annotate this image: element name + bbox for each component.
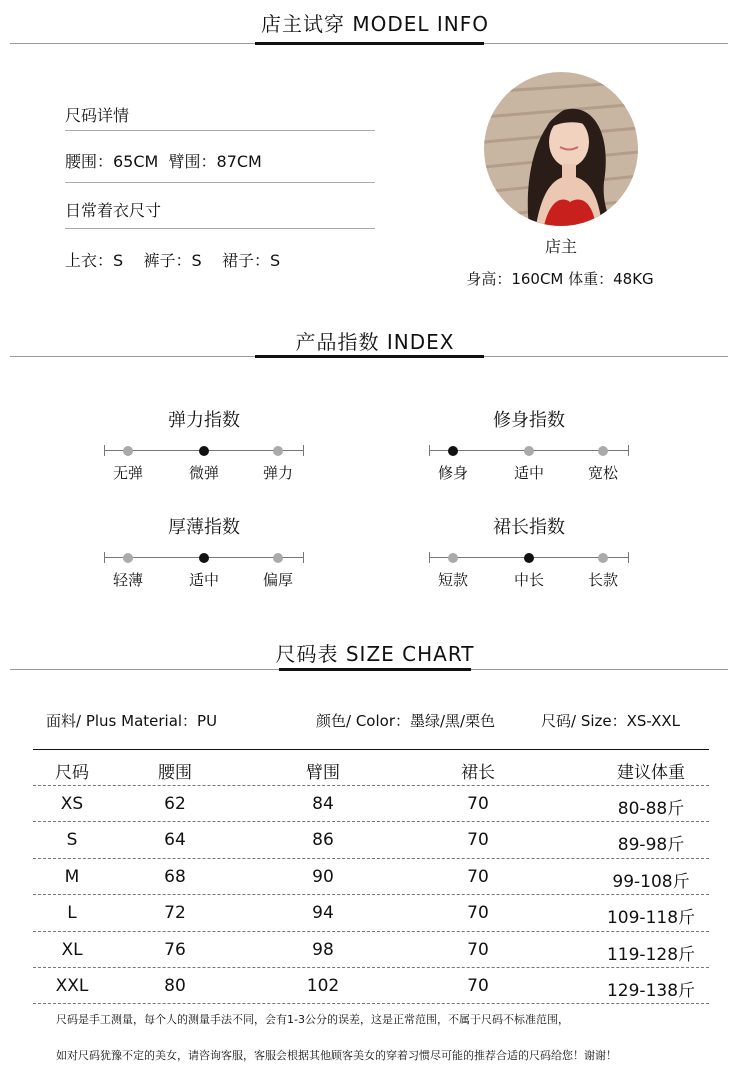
table-cell: 99-108斤	[612, 871, 690, 892]
table-row-divider	[33, 931, 709, 932]
table-cell: 64	[164, 830, 186, 851]
index-scale-label: 偏厚	[262, 571, 293, 589]
index-scale-dot	[524, 446, 534, 456]
index-scale-label: 轻薄	[112, 571, 143, 589]
table-row-divider	[33, 1003, 709, 1004]
table-cell: 129-138斤	[606, 981, 696, 1001]
table-row-divider	[33, 894, 709, 895]
index-scale-tick	[303, 552, 304, 563]
index-scale-title: 弹力指数	[168, 410, 240, 431]
advice-note: 如对尺码犹豫不定的美女，请咨询客服，客服会根据其他顾客美女的穿着习惯尽可能的推荐合适的尺码给您！谢谢！	[56, 1049, 617, 1062]
table-cell: 70	[467, 939, 489, 960]
table-cell: 70	[467, 830, 489, 851]
divider	[65, 228, 375, 229]
table-row-divider	[33, 821, 709, 822]
table-cell: 72	[164, 903, 186, 924]
index-scale	[104, 513, 304, 603]
table-row-divider	[33, 858, 709, 859]
table-cell: L	[67, 903, 77, 924]
index-scale-tick	[429, 445, 430, 456]
index-scale-title: 厚薄指数	[168, 517, 240, 538]
index-scale-label: 短款	[437, 571, 468, 589]
size-chart-bar	[279, 668, 471, 671]
divider	[65, 182, 375, 183]
index-scale-label: 无弹	[112, 464, 143, 482]
daily-size-label: 日常着衣尺寸	[65, 201, 162, 220]
table-row-divider	[33, 785, 709, 786]
table-cell: XS	[60, 794, 84, 814]
index-scale-dot	[273, 553, 283, 563]
color-text: 颜色/ Color：墨绿/黑/栗色	[316, 712, 496, 730]
owner-avatar	[484, 72, 638, 226]
table-cell: M	[64, 866, 80, 887]
size-chart-header	[0, 636, 750, 672]
index-scale-title: 裙长指数	[493, 517, 565, 538]
index-scale-dot	[448, 553, 458, 563]
table-cell: 76	[164, 939, 186, 960]
index-scale-tick	[104, 552, 105, 563]
table-cell: 102	[306, 976, 340, 996]
table-cell: S	[66, 830, 78, 851]
table-header-cell: 建议体重	[617, 763, 685, 783]
table-cell: 80	[164, 976, 186, 996]
index-scale-dot	[598, 446, 608, 456]
table-cell: 68	[164, 866, 186, 887]
index-bar	[255, 355, 484, 358]
table-cell: 70	[467, 866, 489, 887]
index-scale-dot	[273, 446, 283, 456]
index-scale-dot-selected	[448, 446, 458, 456]
index-scale	[104, 406, 304, 496]
daily-sizes-text: 上衣：S 裤子：S 裙子：S	[65, 251, 281, 270]
table-cell: 94	[312, 903, 334, 924]
table-top-rule	[33, 749, 709, 750]
index-scale	[429, 406, 629, 496]
index-scale-dot	[123, 446, 133, 456]
index-scale-dot-selected	[524, 553, 534, 563]
index-scale-tick	[429, 552, 430, 563]
index-scale-label: 适中	[188, 571, 219, 589]
size-details-label: 尺码详情	[65, 106, 130, 125]
table-cell: 86	[312, 830, 334, 851]
divider	[65, 130, 375, 131]
table-cell: XXL	[55, 976, 89, 996]
measurement-note: 尺码是手工测量，每个人的测量手法不同，会有1-3公分的误差，这是正常范围，不属于尺码不标准范围，	[56, 1013, 569, 1026]
material-text: 面料/ Plus Material：PU	[46, 712, 218, 730]
table-cell: 70	[467, 903, 489, 924]
index-header	[0, 324, 750, 360]
index-scale-label: 微弹	[188, 464, 219, 482]
index-scale-label: 弹力	[262, 464, 293, 482]
index-scale-label: 宽松	[587, 464, 618, 482]
table-header-cell: 尺码	[55, 763, 89, 783]
table-cell: 70	[467, 794, 489, 814]
index-scale-tick	[303, 445, 304, 456]
model-info-bar	[255, 42, 484, 45]
model-info-title: 店主试穿 MODEL INFO	[261, 12, 489, 36]
owner-label: 店主	[544, 237, 577, 256]
index-scale-dot	[598, 553, 608, 563]
model-info-header	[0, 6, 750, 42]
table-cell: XL	[61, 939, 83, 960]
table-header-cell: 腰围	[158, 763, 192, 783]
table-cell: 98	[312, 939, 334, 960]
owner-stats: 身高：160CM 体重：48KG	[466, 270, 654, 288]
index-title: 产品指数 INDEX	[295, 330, 455, 354]
table-cell: 89-98斤	[617, 835, 685, 856]
measurements-text: 腰围：65CM 臂围：87CM	[65, 152, 262, 171]
table-cell: 80-88斤	[617, 799, 685, 819]
index-scale-label: 适中	[513, 464, 544, 482]
size-range-text: 尺码/ Size：XS-XXL	[541, 712, 680, 730]
table-header-cell: 裙长	[461, 763, 495, 783]
index-scale-title: 修身指数	[493, 410, 565, 431]
index-scale-tick	[104, 445, 105, 456]
index-scale-tick	[628, 445, 629, 456]
index-scale-label: 修身	[437, 464, 468, 482]
table-cell: 62	[164, 794, 186, 814]
index-scale-tick	[628, 552, 629, 563]
table-header-cell: 臂围	[306, 763, 340, 783]
table-row-divider	[33, 967, 709, 968]
index-scale-dot-selected	[199, 553, 209, 563]
table-cell: 119-128斤	[606, 944, 696, 965]
index-scale-label: 中长	[513, 571, 544, 589]
index-scale-label: 长款	[587, 571, 618, 589]
index-scale-dot	[123, 553, 133, 563]
size-chart-title: 尺码表 SIZE CHART	[275, 642, 475, 666]
table-cell: 84	[312, 794, 334, 814]
table-cell: 109-118斤	[606, 908, 696, 929]
index-scale-dot-selected	[199, 446, 209, 456]
table-cell: 90	[312, 866, 334, 887]
index-scale	[429, 513, 629, 603]
table-cell: 70	[467, 976, 489, 996]
